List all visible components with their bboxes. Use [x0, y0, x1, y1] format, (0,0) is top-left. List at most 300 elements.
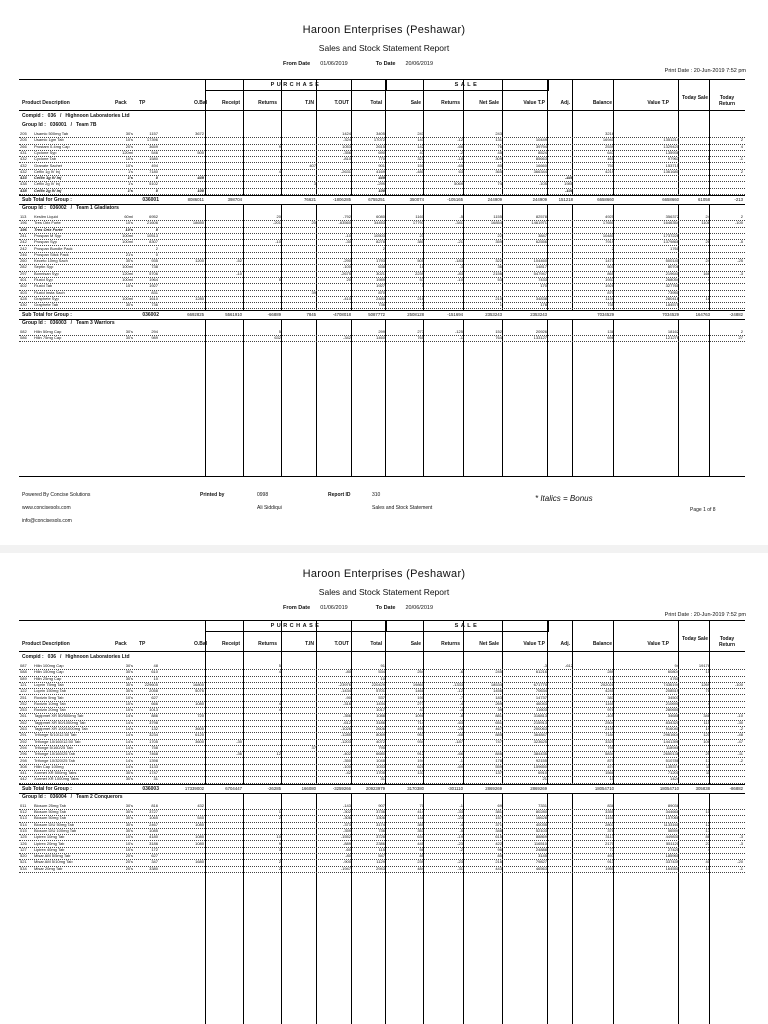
cell-sale: 277: [417, 328, 424, 334]
cell-returns: 2: [278, 815, 281, 821]
cell-value: 316813: [533, 713, 547, 719]
cell-tp: 935: [151, 258, 158, 264]
cell-bvalue: 1760: [670, 245, 679, 251]
cell-obal: 540: [197, 815, 204, 821]
company-line-part: 036: [47, 654, 57, 660]
cell-value: 7433: [538, 277, 547, 282]
cell-tp: 229605: [144, 681, 158, 687]
cell-tout: -342: [342, 334, 351, 340]
cell-net: 22: [497, 232, 502, 238]
cell-pack: 10's: [125, 707, 133, 713]
print-date-2: Print Date : 20-Jun-2019 7:52 pm: [664, 612, 746, 618]
cell-net: 381: [495, 809, 502, 814]
cell-tp: 494: [151, 162, 158, 168]
subtotal-balance: 18054710: [594, 785, 614, 791]
column-header-today-return: Today Return: [718, 636, 736, 648]
cell-code: 403: [20, 289, 27, 295]
cell-tsale: 115: [703, 719, 710, 725]
cell-value: 6910: [538, 770, 547, 776]
cell-tp: 1747: [149, 770, 158, 776]
cell-sale: 912: [417, 751, 424, 757]
cell-total: 2615: [376, 143, 385, 149]
cell-desc: Lipirex 20mg Tab: [34, 840, 65, 846]
cell-sale: 216: [417, 295, 424, 301]
subtotal-net: 2869269: [485, 785, 502, 791]
cell-code: 253: [20, 707, 27, 713]
cell-bvalue: 268054: [665, 277, 679, 282]
cell-sreturns: -5: [459, 827, 463, 833]
cell-value: 80280: [535, 809, 547, 814]
cell-total: 449: [378, 175, 385, 181]
cell-tret: -47: [737, 738, 743, 744]
cell-tsale: 12: [705, 821, 710, 827]
group-line-part: 036002: [49, 205, 67, 211]
cell-tp: 1927: [149, 283, 158, 289]
cell-returns: 12: [276, 751, 281, 757]
report-id-label: Report ID: [328, 492, 351, 498]
group-line: [22, 205, 123, 211]
cell-sale: 490: [417, 726, 424, 731]
cell-balance: 289: [607, 669, 614, 675]
cell-value: 10449: [535, 137, 547, 143]
cell-sale: 505: [417, 258, 424, 264]
cell-net: 559: [495, 763, 502, 769]
cell-sreturns: -1333: [452, 681, 463, 687]
cell-bvalue: 73950: [667, 289, 679, 295]
cell-net: 137: [495, 770, 502, 776]
cell-bvalue: 60804: [667, 669, 679, 675]
cell-receipt: -10: [236, 270, 242, 276]
cell-tout: -316: [342, 700, 351, 706]
group-line-part: 036003: [49, 319, 67, 326]
cell-sreturns: -23: [457, 815, 463, 821]
cell-tp: 758: [151, 744, 158, 750]
cell-returns: 5: [278, 277, 281, 282]
cell-code: 088: [20, 669, 27, 675]
cell-obal: 3600: [195, 738, 204, 744]
subtotal-label: Sub Total for Group :: [22, 197, 72, 203]
cell-obal: 1280: [195, 295, 204, 301]
cell-balance: 735: [607, 302, 614, 308]
cell-total: 3405: [376, 131, 385, 136]
column-header-sale-returns: Returns: [441, 641, 460, 647]
cell-pack: 10's: [125, 137, 133, 143]
cell-code: 520: [20, 853, 27, 859]
company-title: Haroon Enterprises (Peshawar): [302, 24, 466, 36]
cell-sale: 142: [417, 143, 424, 149]
cell-value: 62556: [535, 239, 547, 245]
subtotal-tsale: 305838: [695, 785, 710, 791]
cell-tp: 0: [155, 187, 158, 193]
cell-pack: 10's: [125, 840, 133, 846]
cell-pack: 10's: [125, 283, 133, 289]
cell-tout: -373: [342, 821, 351, 827]
bonus-note: * Italics = Bonus: [535, 494, 593, 503]
cell-sreturns: -68: [457, 732, 463, 738]
cell-net: 764: [495, 334, 502, 340]
cell-desc: Ceflix 2g IV Inj: [34, 187, 62, 193]
cell-tin: 407: [309, 162, 316, 168]
cell-pack: 20's: [125, 865, 133, 871]
subtotal-tin: 166080: [301, 785, 316, 791]
subtotal-receipt: 5561910: [225, 311, 242, 317]
cell-sreturns: -1: [459, 757, 463, 763]
subtotal-group-id: 036003: [142, 785, 159, 792]
cell-sreturns: -12: [457, 137, 463, 143]
cell-tp: 627: [151, 694, 158, 700]
cell-sale: 43: [419, 707, 424, 713]
column-header-returns: Returns: [258, 641, 277, 647]
cell-sreturns: -21: [457, 239, 463, 245]
cell-tout: -42: [345, 770, 351, 776]
cell-net: 245: [495, 669, 502, 675]
group-line-part: Group Id :: [22, 319, 46, 326]
cell-balance: 7919: [605, 239, 614, 245]
cell-value: 178: [540, 302, 547, 308]
company-line: [22, 113, 134, 119]
cell-desc: Xormet XR 500mg Tabs: [34, 770, 77, 776]
cell-bvalue: 18162: [667, 328, 679, 334]
cell-tret: 2: [740, 168, 743, 174]
cell-net: 1: [499, 302, 502, 308]
cell-tp: 816: [151, 802, 158, 808]
cell-code: 402: [20, 283, 27, 289]
cell-desc: Trifonge S/10/12.50 Tab: [34, 732, 77, 738]
cell-balance: 1926: [605, 283, 614, 289]
cell-desc: Hilin 25mg Cap: [34, 675, 62, 681]
cell-value: 14817: [535, 264, 547, 270]
cell-sreturns: -10: [457, 277, 463, 282]
cell-desc: Misar 20mg Tab: [34, 865, 63, 871]
cell-tret: -100: [734, 681, 743, 687]
cell-desc: Misar AM 5/5mg Tab: [34, 853, 71, 859]
subtotal-adj: 151218: [558, 197, 573, 202]
cell-sale: 148: [417, 815, 424, 821]
report-title: Sales and Stock Statement Report: [318, 43, 450, 53]
cell-total: 1306: [376, 815, 385, 821]
column-header-today-sale: Today Sale: [681, 636, 709, 642]
cell-tout: -10: [345, 232, 351, 238]
cell-value: 39794: [535, 143, 547, 149]
cell-code: 126: [20, 840, 27, 846]
cell-total: 770: [378, 156, 385, 162]
cell-total: 8069: [376, 732, 385, 738]
cell-pack: 30's: [125, 827, 133, 833]
cell-total: -299: [376, 181, 385, 187]
cell-desc: Prospan Stick Pack: [34, 251, 69, 257]
cell-balance: 474: [607, 763, 614, 769]
report-id: 310: [372, 492, 381, 498]
table-row: [19, 335, 745, 342]
cell-tp: 1157: [149, 131, 158, 136]
cell-bvalue: 7436194: [663, 681, 679, 687]
cell-total: 220429: [371, 681, 385, 687]
subtotal-total: 5087772: [368, 311, 385, 317]
cell-code: 012: [20, 809, 27, 814]
cell-pack: 14's: [125, 744, 133, 750]
cell-total: 534: [378, 669, 385, 675]
cell-tp: 2058: [149, 688, 158, 694]
cell-bvalue: 121276: [665, 334, 679, 340]
cell-total: 1088: [376, 713, 385, 719]
cell-desc: Tagipmet XR 50/1000mg Tab: [34, 719, 86, 725]
column-header-tp: TP: [139, 100, 146, 106]
cell-total: 8278: [376, 239, 385, 245]
group-line: [22, 794, 127, 800]
cell-tp: 5102: [149, 181, 158, 187]
cell-tp: 31: [153, 776, 158, 782]
cell-pack: 10's: [125, 156, 133, 162]
subtotal-sreturns: -151694: [447, 311, 463, 317]
subtotal-label: Sub Total for Group :: [22, 785, 72, 792]
cell-pack: 14's: [125, 738, 133, 744]
cell-returns: 4: [278, 168, 281, 174]
cell-tp: 8307: [149, 239, 158, 245]
cell-bvalue: 137066: [665, 815, 679, 821]
cell-balance: 3355: [605, 809, 614, 814]
cell-pack: 60ml: [124, 214, 133, 219]
cell-tout: -80: [345, 853, 351, 859]
cell-bvalue: 4760: [670, 675, 679, 681]
cell-net: 36: [497, 264, 502, 270]
cell-total: 4072: [376, 738, 385, 744]
cell-pack: 30's: [125, 334, 133, 340]
cell-code: 013: [20, 815, 27, 821]
cell-balance: 501: [607, 264, 614, 270]
cell-tp: 6952: [149, 214, 158, 219]
group-line-part: Group Id :: [22, 205, 46, 211]
cell-total: 299: [378, 328, 385, 334]
cell-bvalue: 1361680: [663, 168, 679, 174]
cell-tp: 5706: [149, 270, 158, 276]
cell-adj: -612: [564, 663, 573, 668]
cell-sreturns: -2: [459, 149, 463, 155]
powered-by: Powered By Concise Solutions: [22, 492, 91, 498]
cell-value: 116510: [533, 840, 547, 846]
cell-code: 291: [20, 732, 27, 738]
company-line: [22, 654, 134, 660]
company-line-part: Compid :: [22, 113, 44, 119]
cell-tin: 20: [311, 220, 316, 226]
cell-value: 170: [540, 283, 547, 289]
cell-pack: 1's: [128, 181, 133, 187]
cell-pack: 30's: [125, 815, 133, 821]
cell-obal: 1080: [195, 834, 204, 840]
cell-tp: 738: [151, 264, 158, 270]
cell-sreturns: -33: [457, 809, 463, 814]
cell-sreturns: -187: [454, 738, 463, 744]
cell-pack: 20's: [125, 853, 133, 859]
cell-total: 736: [378, 302, 385, 308]
cell-tsale: 17: [705, 757, 710, 763]
cell-tout: -402: [342, 751, 351, 757]
cell-total: 901: [378, 162, 385, 168]
cell-balance: 751: [607, 162, 614, 168]
cell-code: 205: [20, 131, 27, 136]
cell-returns: 1: [278, 809, 281, 814]
cell-tout: -350: [342, 757, 351, 763]
cell-returns: 20: [276, 214, 281, 219]
cell-balance: 77: [609, 846, 614, 852]
column-header-receipt: Receipt: [221, 100, 240, 106]
cell-tp: 546: [151, 149, 158, 155]
cell-total: 6680: [376, 751, 385, 757]
cell-adj: 1985: [564, 181, 573, 187]
cell-code: 521: [20, 859, 27, 865]
cell-sreturns: -6: [459, 669, 463, 675]
cell-net: 39: [497, 707, 502, 713]
cell-bvalue: 1329420: [663, 143, 679, 149]
cell-value: 200063: [533, 726, 547, 731]
cell-total: 547: [378, 853, 385, 859]
cell-tout: -90: [345, 694, 351, 700]
cell-balance: 870: [607, 757, 614, 763]
cell-tp: 1580: [149, 156, 158, 162]
cell-sale: 414: [417, 809, 424, 814]
cell-desc: Biosum DIU 50mg Tab: [34, 821, 74, 827]
cell-sreturns: -341: [454, 220, 463, 226]
cell-tp: 1705: [149, 738, 158, 744]
cell-sale: 239: [417, 859, 424, 865]
cell-desc: Tagipmet XR 100/1000mg Tab: [34, 726, 88, 731]
cell-total: 5701: [376, 688, 385, 694]
cell-tp: 1133: [149, 763, 158, 769]
cell-net: 747: [495, 738, 502, 744]
cell-value: 215913: [533, 719, 547, 725]
cell-sreturns: -4: [459, 821, 463, 827]
cell-pack: 30's: [125, 302, 133, 308]
cell-total: 537: [378, 694, 385, 700]
cell-tsale: 24: [705, 214, 710, 219]
cell-tout: -2631: [340, 168, 351, 174]
cell-balance: 378: [607, 827, 614, 833]
cell-pack: 100ml: [122, 295, 133, 301]
cell-sale: 1468: [415, 688, 424, 694]
cell-obal: 432: [197, 802, 204, 808]
cell-adj: -449: [564, 175, 573, 181]
printed-by-id: 0998: [257, 492, 269, 498]
cell-tout: -100: [342, 264, 351, 270]
cell-net: 322: [495, 258, 502, 264]
cell-bvalue: 1133160: [663, 821, 679, 827]
subtotal-receipt: 6704447: [225, 785, 242, 791]
cell-returns: 3: [278, 846, 281, 852]
date-range: [283, 61, 433, 67]
subtotal-tin: 7845: [306, 311, 316, 317]
cell-tout: -612: [342, 719, 351, 725]
cell-sale: 56: [419, 846, 424, 852]
cell-desc: Prostam 0.4mg Cap: [34, 143, 70, 149]
subtotal-tret: -24882: [729, 311, 743, 317]
cell-bvalue: 337439: [665, 859, 679, 865]
cell-balance: 4219: [605, 168, 614, 174]
cell-sale: 85: [419, 853, 424, 859]
cell-pack: 30's: [125, 258, 133, 264]
cell-sreturns: -8: [459, 713, 463, 719]
cell-bvalue: 34686: [667, 713, 679, 719]
cell-sale: 1098: [415, 713, 424, 719]
cell-total: 1434: [376, 700, 385, 706]
cell-sale: -480: [415, 168, 424, 174]
cell-bvalue: 356372: [665, 214, 679, 219]
cell-tsale: 11: [705, 770, 710, 776]
cell-tp: 17396: [146, 137, 158, 143]
cell-net: 45: [497, 149, 502, 155]
cell-total: 115: [378, 846, 385, 852]
cell-total: 1048: [376, 757, 385, 763]
cell-code: 261: [20, 713, 27, 719]
cell-tsale: 19: [705, 726, 710, 731]
cell-value: 671770: [533, 681, 547, 687]
sale-group-header: SALE: [385, 621, 549, 632]
column-header-obal: O.Bal: [193, 641, 207, 647]
cell-obal: 100: [197, 187, 204, 193]
cell-total: 3736: [376, 809, 385, 814]
cell-bvalue: 834320: [665, 719, 679, 725]
subtotal-balance: 6658660: [597, 197, 614, 202]
cell-sale: 2239: [415, 270, 424, 276]
cell-sreturns: -23: [457, 840, 463, 846]
subtotal-sreturns: -105165: [447, 197, 463, 202]
subtotal-net: 244909: [487, 197, 502, 202]
cell-code: 252: [20, 700, 27, 706]
cell-net: 348: [495, 827, 502, 833]
cell-bvalue: 135936: [665, 149, 679, 155]
cell-tsale: 1108: [701, 220, 710, 226]
cell-tp: 1085: [149, 827, 158, 833]
subtotal-group-id: 036002: [142, 311, 159, 318]
cell-pack: 21's: [125, 251, 133, 257]
cell-pack: 30's: [125, 131, 133, 136]
cell-bvalue: 1351214: [663, 137, 679, 143]
cell-code: 432: [20, 156, 27, 162]
cell-tout: -324: [342, 137, 351, 143]
cell-code: 428: [20, 295, 27, 301]
cell-bvalue: 2961604: [663, 732, 679, 738]
cell-total: 6080: [376, 214, 385, 219]
cell-tsale: 4: [707, 277, 710, 282]
subtotal-bvalue: 7034529: [662, 311, 679, 317]
group-subtotal: [19, 784, 745, 794]
cell-sale: 634: [417, 834, 424, 840]
subtotal-tout: -3259266: [332, 785, 351, 791]
cell-balance: 3325: [605, 738, 614, 744]
cell-total: 91: [380, 663, 385, 668]
cell-sreturns: 63: [458, 168, 463, 174]
cell-desc: Prospan M Syp: [34, 232, 62, 238]
cell-total: 1705: [376, 770, 385, 776]
cell-balance: 497: [607, 853, 614, 859]
cell-desc: Ceflix 2g IV Inj: [34, 181, 60, 187]
cell-total: 1460: [376, 334, 385, 340]
cell-obal: 5076: [195, 688, 204, 694]
company-line-part: Highnoon Laboratories Ltd: [65, 113, 130, 119]
column-header-tin: T.IN: [305, 100, 314, 106]
cell-sreturns: -65: [457, 162, 463, 168]
cell-desc: Hilin 50mg Cap: [34, 328, 62, 334]
cell-value: 16628: [535, 815, 547, 821]
cell-balance: 3113: [605, 834, 614, 840]
cell-pack: 14's: [125, 726, 133, 731]
cell-sreturns: -19: [457, 834, 463, 840]
cell-pack: 20's: [125, 859, 133, 865]
cell-sale: 70: [419, 802, 424, 808]
cell-desc: Roxizin 20mg Tab: [34, 707, 66, 713]
cell-code: 432: [20, 168, 27, 174]
subtotal-value: 2869269: [530, 785, 547, 791]
cell-value: 133127: [533, 334, 547, 340]
cell-total: 2386: [376, 840, 385, 846]
